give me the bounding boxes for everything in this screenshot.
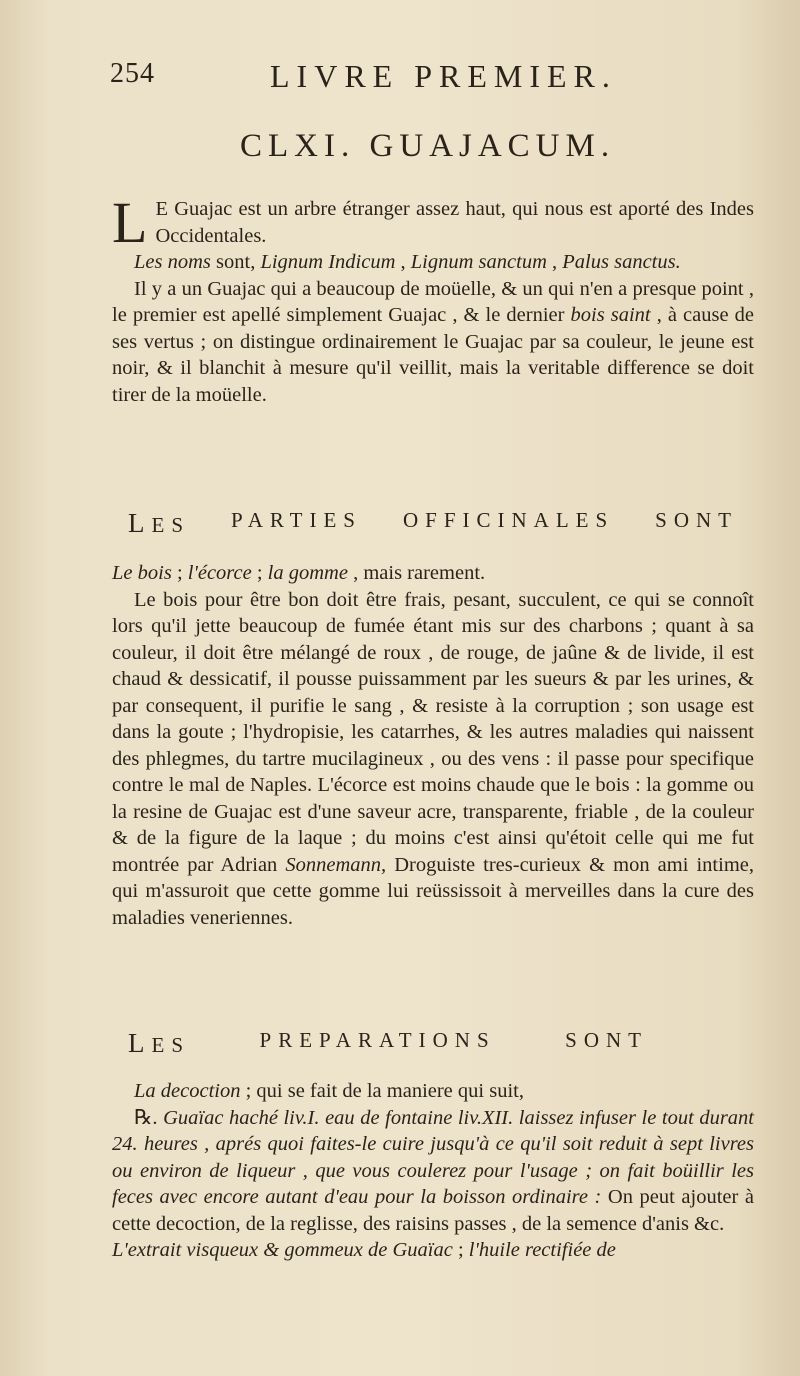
name-lignum-indicum: Lignum Indicum xyxy=(260,251,396,273)
extract-sep: ; xyxy=(452,1239,469,1261)
body-paragraph xyxy=(112,587,754,932)
chapter-title: CLXI. GUAJACUM. xyxy=(240,128,616,164)
heading-word: SONT xyxy=(565,1028,648,1052)
names-sep: , xyxy=(395,251,411,273)
preparations-paragraph xyxy=(112,1078,754,1264)
heading-word: OFFICINALES xyxy=(402,508,615,532)
body-text: Le bois pour être bon doit être frais, pesant, succulent, ce qui se connoît lors qu'il jette beaucoup de fumée étant mis sur des charbons ; quant à sa couleur, il doit être mélangé de roux , de rouge, de jaûne & de livide, il est chaud & dessicatif, il pousse puissamment par les sueurs & par les urines, & par consequent, il purifie le sang , & resiste à la corruption ; son usage est dans la goute ; l'hydropisie, les catarrhes, & les autres maladies qui naissent des phlegmes, du tartre mucilagineux , ou des vens : il passe pour specifique contre le mal de Naples. L'écorce est moins chaude que le bois : la gomme ou la resine de Guajac est d'une saveur acre, transparente, friable , de la couleur & de la figure de la laque ; du moins c'est ainsi qu'étoit celle qui me fut montrée par Adrian xyxy=(112,588,754,876)
section-heading-parties xyxy=(128,508,738,539)
extract-line xyxy=(112,1237,754,1264)
part-ecorce: l'écorce xyxy=(187,562,252,584)
varieties-paragraph xyxy=(112,276,754,409)
section-heading-preparations xyxy=(128,1028,648,1059)
drop-cap: L xyxy=(112,190,148,255)
decoction-label: La decoction xyxy=(134,1080,241,1102)
heading-word: ES xyxy=(151,513,191,537)
decoction-line xyxy=(112,1078,754,1105)
extract-term: L'extrait visqueux & gommeux de Guaïac xyxy=(112,1239,453,1261)
heading-word: ES xyxy=(151,1033,191,1057)
person-name: Sonnemann, xyxy=(285,853,387,876)
parts-paragraph xyxy=(112,560,754,931)
parts-sep: ; xyxy=(171,562,188,584)
parts-line xyxy=(112,560,754,587)
name-palus-sanctus: Palus sanctus. xyxy=(562,251,681,273)
page-number: 254 xyxy=(110,58,155,89)
name-lignum-sanctum: Lignum sanctum xyxy=(410,251,547,273)
page-header xyxy=(110,58,740,98)
intro-text: E Guajac est un arbre étranger assez haut, qui nous est aporté des Indes Occidentales. xyxy=(155,198,754,247)
recipe-instructions: Guaïac haché liv.I. eau de fontaine liv.XII. laissez infuser le tout durant 24. heures , aprés quoi faites-le cuire jusqu'à ce qu'il soit reduit à sept livres ou environ de liqueur , que vous coulerez pour l'usage ; on fait boüillir les feces avec encore autant d'eau pour la boisson ordinaire : xyxy=(112,1106,754,1208)
heading-initial: L xyxy=(128,1028,152,1058)
running-head: LIVRE PREMIER. xyxy=(270,58,617,94)
parts-rest: , mais rarement. xyxy=(347,562,486,584)
heading-word: PREPARATIONS xyxy=(259,1028,496,1052)
parts-sep: ; xyxy=(251,562,268,584)
bois-saint-term: bois saint xyxy=(570,304,651,326)
recipe-paragraph xyxy=(112,1105,754,1238)
decoction-text: ; qui se fait de la maniere qui suit, xyxy=(240,1080,524,1102)
varieties-text-end: , à cause de ses vertus ; on distingue ordinairement le Guajac par sa couleur, le jeune est noir, & il blanchit à mesure qu'il veillit, mais la veritable difference se doit tirer de la moüelle. xyxy=(112,304,754,406)
part-gomme: la gomme xyxy=(267,562,348,584)
heading-initial: L xyxy=(128,508,152,538)
body-text-end: Droguiste tres-curieux & mon ami intime, qui m'assuroit que cette gomme lui reüssissoit à merveilles dans la cure des maladies veneriennes. xyxy=(112,853,754,929)
part-bois: Le bois xyxy=(112,562,172,584)
heading-word: SONT xyxy=(655,508,738,532)
recipe-additions: On peut ajouter à cette decoction, de la reglisse, des raisins passes , de la semence d'anis &c. xyxy=(112,1186,754,1235)
names-line xyxy=(112,249,754,276)
recipe-symbol: ℞. xyxy=(134,1106,158,1129)
intro-paragraph xyxy=(112,190,754,408)
varieties-text: Il y a un Guajac qui a beaucoup de moüelle, & un qui n'en a presque point , le premier est apellé simplement Guajac , & le dernier xyxy=(112,277,754,326)
names-label: Les noms xyxy=(134,251,211,273)
names-sep: , xyxy=(546,251,563,273)
heading-word: PARTIES xyxy=(231,508,362,532)
huile-term: l'huile rectifiée de xyxy=(468,1239,616,1261)
names-verb: sont, xyxy=(210,251,261,273)
